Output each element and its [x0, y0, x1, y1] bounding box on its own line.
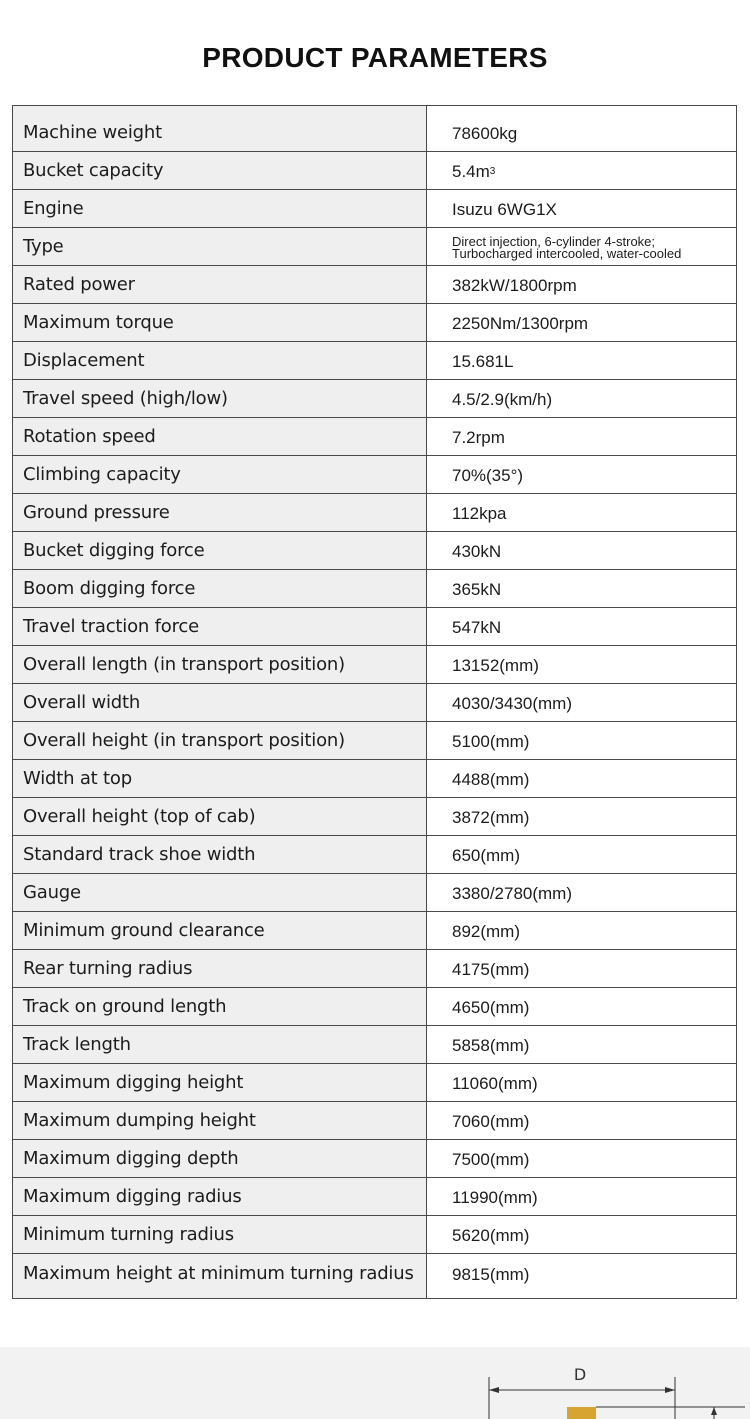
- table-row: [13, 1102, 736, 1140]
- table-row: [13, 760, 736, 798]
- table-row: [13, 722, 736, 760]
- spec-label: Gauge: [13, 874, 426, 911]
- table-row: [13, 228, 736, 266]
- spec-value: 5620(mm): [452, 1226, 530, 1245]
- spec-value: 4030/3430(mm): [452, 694, 573, 713]
- spec-label: Bucket digging force: [13, 532, 426, 569]
- spec-label: Bucket capacity: [13, 152, 426, 189]
- table-row: [13, 798, 736, 836]
- machine-part: [567, 1407, 596, 1419]
- spec-value-line: Turbocharged intercooled, water-cooled: [452, 245, 682, 261]
- table-row: [13, 1140, 736, 1178]
- table-row: [13, 380, 736, 418]
- spec-label: Boom digging force: [13, 570, 426, 607]
- table-row: [13, 912, 736, 950]
- spec-value: 5858(mm): [452, 1036, 530, 1055]
- spec-value: 7.2rpm: [452, 428, 505, 447]
- dimension-arrow-up: [711, 1407, 717, 1415]
- spec-label: Maximum digging depth: [13, 1140, 426, 1177]
- page-title: PRODUCT PARAMETERS: [202, 42, 548, 73]
- spec-value: 3872(mm): [452, 808, 530, 827]
- spec-label: Type: [13, 228, 426, 265]
- dimension-label: D: [573, 1365, 587, 1384]
- spec-value: 5.4m 3: [452, 162, 496, 181]
- dimension-arrow-left: [489, 1387, 499, 1393]
- table-row: [13, 874, 736, 912]
- spec-label: Minimum ground clearance: [13, 912, 426, 949]
- table-row: [13, 608, 736, 646]
- spec-value: 70%(35°): [452, 466, 524, 485]
- table-row: [13, 836, 736, 874]
- spec-value: 3380/2780(mm): [452, 884, 573, 903]
- spec-value: 7060(mm): [452, 1112, 530, 1131]
- table-row: [13, 1026, 736, 1064]
- spec-value: 547kN: [452, 618, 502, 637]
- table-row: [13, 1216, 736, 1254]
- spec-label: Displacement: [13, 342, 426, 379]
- spec-value: Isuzu 6WG1X: [452, 200, 557, 219]
- spec-value: 9815(mm): [452, 1264, 530, 1284]
- spec-label: Maximum dumping height: [13, 1102, 426, 1139]
- spec-value: 4.5/2.9(km/h): [452, 390, 553, 409]
- spec-value: 4488(mm): [452, 770, 530, 789]
- table-row: [13, 190, 736, 228]
- spec-label: Overall height (top of cab): [13, 798, 426, 835]
- table-row: [13, 950, 736, 988]
- spec-value: 382kW/1800rpm: [452, 276, 577, 295]
- spec-label: Maximum digging radius: [13, 1178, 426, 1215]
- table-row: [13, 266, 736, 304]
- spec-value: 11060(mm): [452, 1074, 538, 1093]
- table-row: [13, 1178, 736, 1216]
- dimension-drawing-svg: [0, 1347, 750, 1419]
- spec-value: 15.681L: [452, 352, 514, 371]
- spec-label: Ground pressure: [13, 494, 426, 531]
- spec-label: Rotation speed: [13, 418, 426, 455]
- spec-value: 78600kg: [452, 124, 518, 143]
- table-row: [13, 342, 736, 380]
- spec-label: Travel speed (high/low): [13, 380, 426, 417]
- spec-label: Maximum torque: [13, 304, 426, 341]
- spec-label: Overall length (in transport position): [13, 646, 426, 683]
- spec-label: Maximum digging height: [13, 1064, 426, 1101]
- table-row: [13, 494, 736, 532]
- table-row: [13, 114, 736, 152]
- dimension-arrow-right: [665, 1387, 675, 1393]
- spec-table: [12, 105, 737, 1299]
- table-row: [13, 418, 736, 456]
- spec-value: 430kN: [452, 542, 502, 561]
- spec-value-text: 5.4m: [452, 162, 490, 181]
- spec-value: 650(mm): [452, 846, 521, 865]
- spec-label: Overall width: [13, 684, 426, 721]
- spec-label: Machine weight: [13, 114, 426, 151]
- spec-value: 892(mm): [452, 922, 521, 941]
- spec-label: Travel traction force: [13, 608, 426, 645]
- spec-label: Overall height (in transport position): [13, 722, 426, 759]
- spec-label: Minimum turning radius: [13, 1216, 426, 1253]
- spec-label: Rear turning radius: [13, 950, 426, 987]
- spec-value-line: Direct injection, 6-cylinder 4-stroke;: [452, 233, 656, 249]
- spec-value: 7500(mm): [452, 1150, 530, 1169]
- spec-value: 13152(mm): [452, 656, 539, 675]
- table-row: [13, 304, 736, 342]
- spec-label: Climbing capacity: [13, 456, 426, 493]
- spec-value: 2250Nm/1300rpm: [452, 314, 589, 333]
- table-row: [13, 646, 736, 684]
- spec-label: Maximum height at minimum turning radius: [13, 1254, 426, 1292]
- spec-label: Track on ground length: [13, 988, 426, 1025]
- spec-value: 5100(mm): [452, 732, 530, 751]
- table-row: [13, 532, 736, 570]
- spec-label: Width at top: [13, 760, 426, 797]
- spec-value: 365kN: [452, 580, 502, 599]
- spec-value: 4175(mm): [452, 960, 530, 979]
- spec-value: 11990(mm): [452, 1188, 538, 1207]
- spec-label: Track length: [13, 1026, 426, 1063]
- table-row: [13, 152, 736, 190]
- table-row: [13, 684, 736, 722]
- table-row: [13, 1064, 736, 1102]
- spec-value: 4650(mm): [452, 998, 530, 1017]
- dimension-drawing: [0, 1347, 750, 1419]
- spec-value: [426, 228, 736, 265]
- table-row: [13, 1254, 736, 1292]
- spec-label: Standard track shoe width: [13, 836, 426, 873]
- table-row: [13, 988, 736, 1026]
- table-row: [13, 570, 736, 608]
- spec-label: Engine: [13, 190, 426, 227]
- table-row: [13, 456, 736, 494]
- spec-value: 112kpa: [452, 504, 507, 523]
- spec-label: Rated power: [13, 266, 426, 303]
